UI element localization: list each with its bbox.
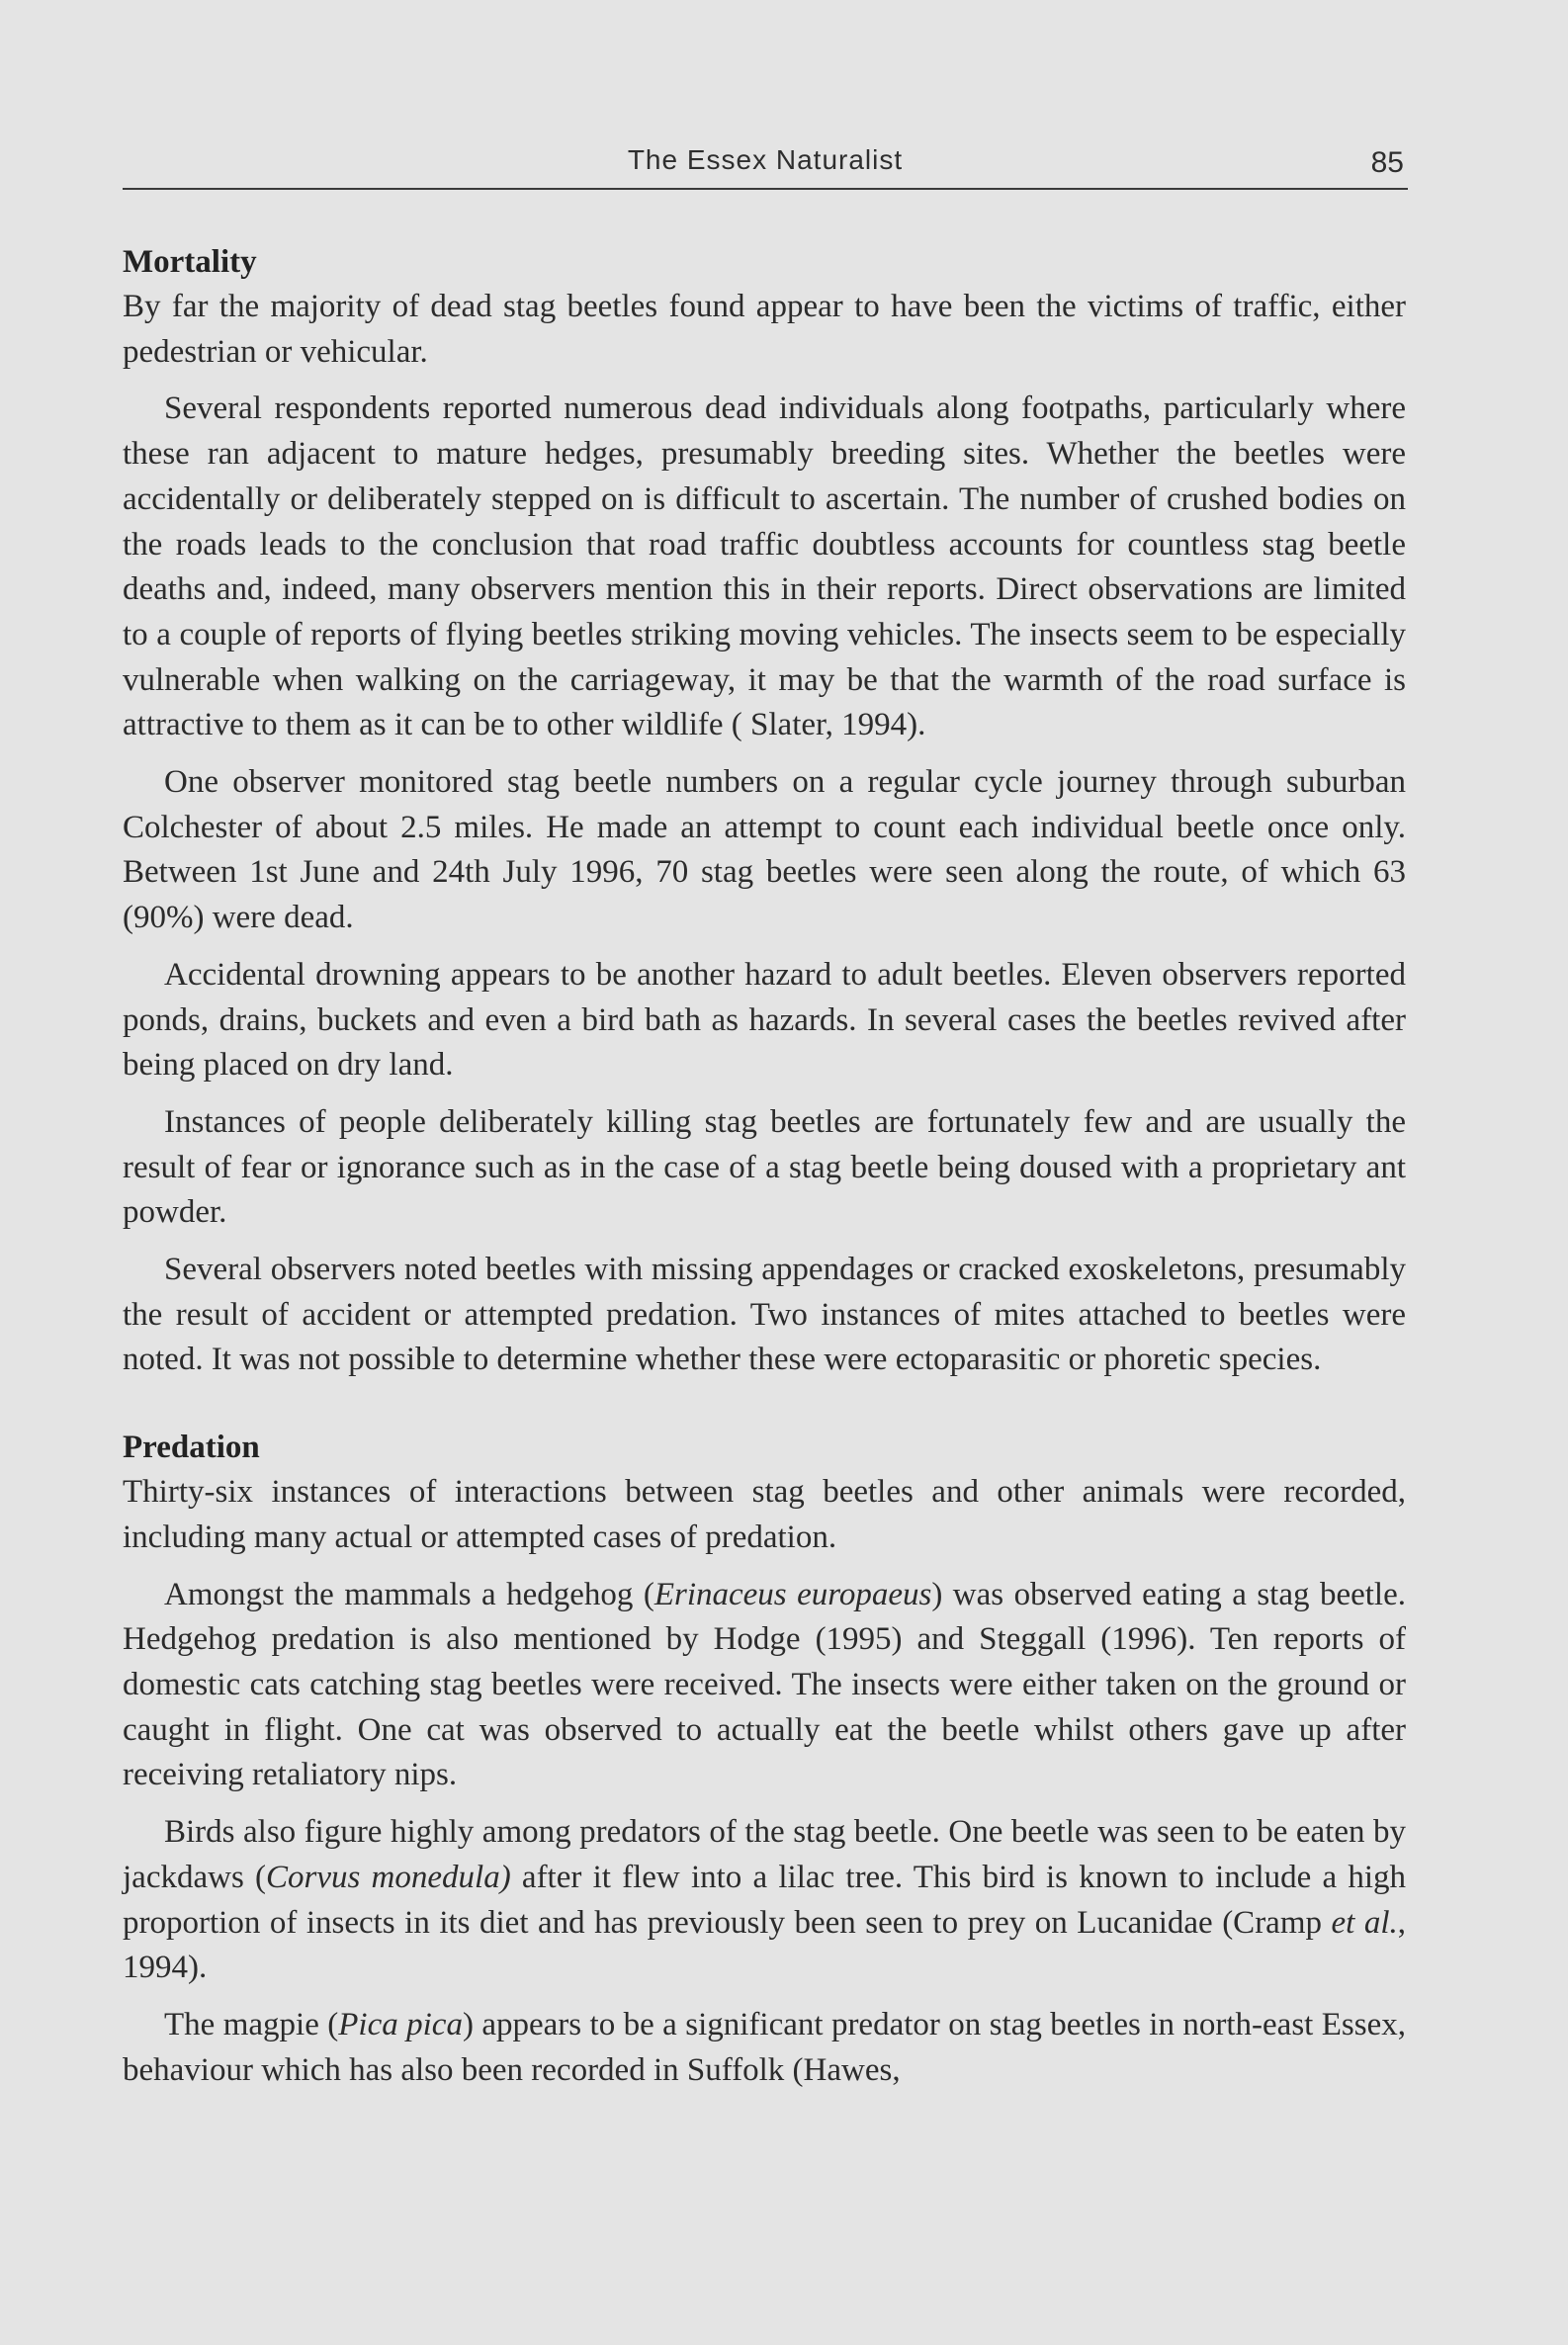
text-run: The magpie ( (164, 2006, 339, 2042)
paragraph: Several observers noted beetles with missing appendages or cracked exoskeletons, presumably the result of accident or attempted predation. Two instances of mites attached to beetles were noted. It was not possible to determine whether these were ectoparasitic or phoretic species. (123, 1252, 1406, 1378)
body-text (123, 239, 1406, 2105)
paragraph (123, 1810, 1406, 1991)
running-header (123, 144, 1408, 190)
paragraph: Several respondents reported numerous dead individuals along footpaths, particularly where these ran adjacent to mature hedges, presumably breeding sites. Whether the beetles were accidentally or deliberately stepped on is difficult to ascertain. The number of crushed bodies on the roads leads to the conclusion that road traffic doubtless accounts for countless stag beetle deaths and, indeed, many observers mention this in their reports. Direct observations are limited to a couple of reports of flying beetles striking moving vehicles. The insects seem to be especially vulnerable when walking on the carriageway, it may be that the warmth of the road surface is attractive to them as it can be to other wildlife ( Slater, 1994). (123, 391, 1406, 743)
citation-et-al: et al. (1331, 1904, 1398, 1941)
paragraph (123, 2003, 1406, 2093)
paragraph (123, 1573, 1406, 1799)
text-run: Birds also figure highly among predators of the stag beetle. One beetle was seen to be eaten by jackdaws ( (123, 1814, 1406, 1895)
paragraph: Thirty-six instances of interactions between stag beetles and other animals were recorded, including many actual or attempted cases of predation. (123, 1474, 1406, 1555)
text-run: Amongst the mammals a hedgehog ( (164, 1576, 654, 1612)
paragraph: Accidental drowning appears to be another hazard to adult beetles. Eleven observers reported ponds, drains, buckets and even a bird bath as hazards. In several cases the beetles revived after being placed on dry land. (123, 956, 1406, 1084)
text-run: , 1994). (123, 1904, 1407, 1986)
paragraph: By far the majority of dead stag beetles found appear to have been the victims of traffic, either pedestrian or vehicular. (123, 289, 1406, 370)
species-name: Corvus monedula) (266, 1859, 511, 1895)
species-name: Pica pica (338, 2006, 463, 2042)
text-run: after it flew into a lilac tree. This bird is known to include a high proportion of insects in its diet and has previously been seen to prey on Lucanidae (Cramp (123, 1859, 1407, 1941)
species-name: Erinaceus europaeus (653, 1576, 932, 1612)
section-heading-predation: Predation (123, 1430, 260, 1466)
text-run: ) appears to be a significant predator on stag beetles in north-east Essex, behaviour which has also been recorded in Suffolk (Hawes, (123, 2006, 1406, 2088)
paragraph: One observer monitored stag beetle numbers on a regular cycle journey through suburban Colchester of about 2.5 miles. He made an attempt to count each individual beetle once only. Between 1st June and 24th July 1996, 70 stag beetles were seen along the route, of which 63 (90%) were dead. (123, 764, 1406, 936)
section-heading-mortality: Mortality (123, 244, 257, 280)
paragraph: Instances of people deliberately killing stag beetles are fortunately few and are usually the result of fear or ignorance such as in the case of a stag beetle being doused with a proprietary ant powder. (123, 1103, 1406, 1231)
page-number: 85 (1370, 146, 1404, 179)
text-run: ) was observed eating a stag beetle. Hedgehog predation is also mentioned by Hodge (1995) and Steggall (1996). Ten reports of domestic cats catching stag beetles were received. The insects were either taken on the ground or caught in flight. One cat was observed to actually eat the beetle whilst others gave up after receiving retaliatory nips. (123, 1576, 1406, 1793)
journal-title: The Essex Naturalist (627, 144, 904, 175)
